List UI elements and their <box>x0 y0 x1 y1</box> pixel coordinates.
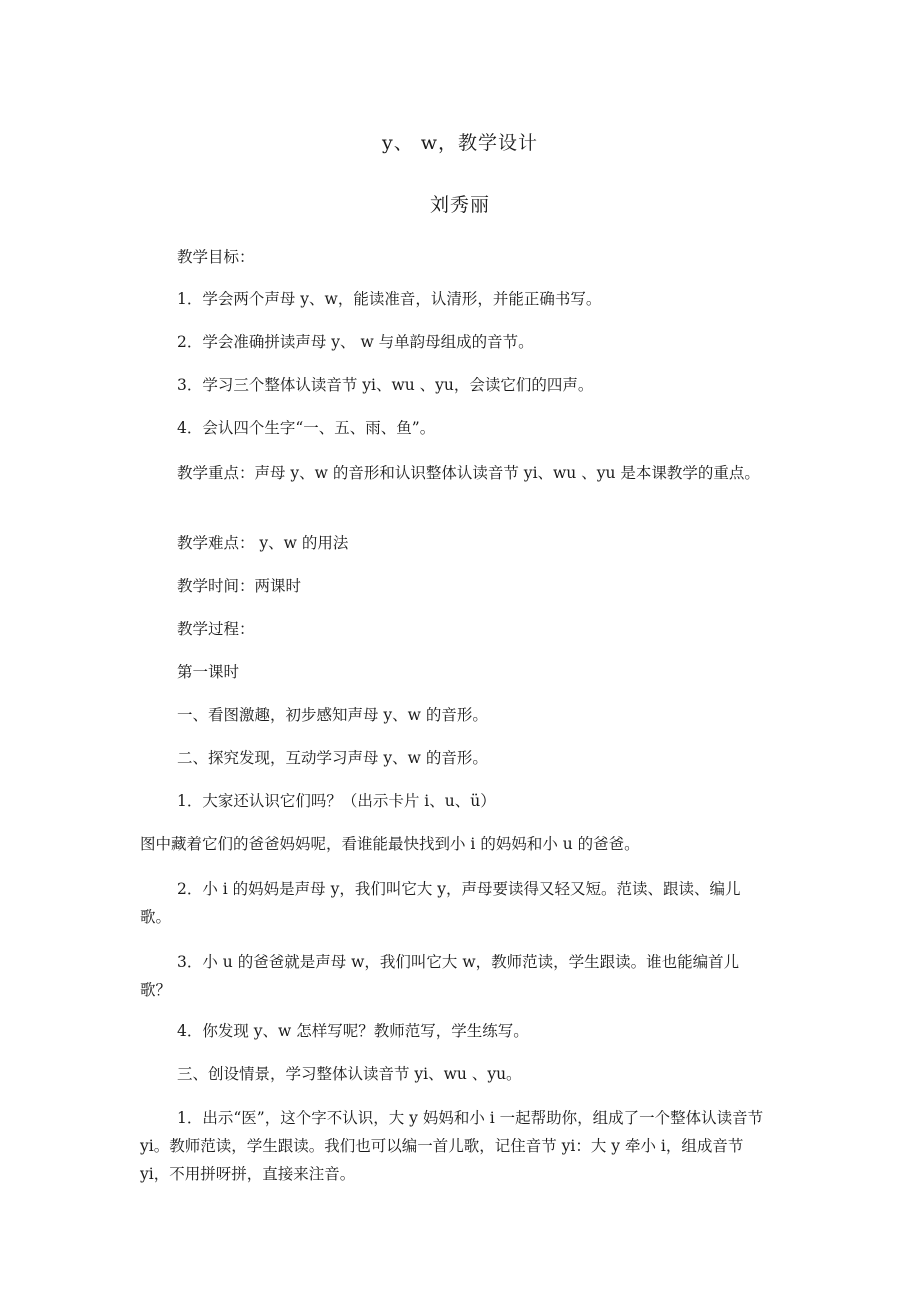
paragraph-section-1: 一、看图激趣，初步感知声母 y、w 的音形。 <box>177 706 488 724</box>
paragraph-process-heading: 教学过程： <box>177 620 255 638</box>
paragraph-step-2: 2．小 i 的妈妈是声母 y，我们叫它大 y，声母要读得又轻又短。范读、跟读、编儿歌。 <box>140 880 741 926</box>
paragraph-section-3-step-1: 1．出示“医”，这个字不认识，大 y 妈妈和小 i 一起帮助你，组成了一个整体认读音节 yi。教师范读，学生跟读。我们也可以编一首儿歌，记住音节 yi：大 y 牵小 i，组成音节 yi，不用拼呀拼，直接来注音。 <box>140 1109 764 1183</box>
paragraph-section-2: 二、探究发现，互动学习声母 y、w 的音形。 <box>177 749 488 767</box>
paragraph-goal-1: 1．学会两个声母 y、w，能读准音，认清形，并能正确书写。 <box>177 290 602 308</box>
paragraph-teaching-goals-heading: 教学目标： <box>177 248 255 266</box>
paragraph-step-3: 3．小 u 的爸爸就是声母 w，我们叫它大 w，教师范读，学生跟读。谁也能编首儿歌？ <box>140 953 740 999</box>
paragraph-step-4: 4．你发现 y、w 怎样写呢？教师范写，学生练写。 <box>177 1022 529 1040</box>
paragraph-first-lesson: 第一课时 <box>177 663 240 681</box>
paragraph-step-1-detail: 图中藏着它们的爸爸妈妈呢，看谁能最快找到小 i 的妈妈和小 u 的爸爸。 <box>140 835 640 853</box>
paragraph-key-points: 教学重点：声母 y、w 的音形和认识整体认读音节 yi、wu 、yu 是本课教学的重点。 <box>177 464 760 482</box>
document-title: y、 w，教学设计 <box>381 132 539 154</box>
document-author: 刘秀丽 <box>429 194 490 216</box>
paragraph-goal-3: 3．学习三个整体认读音节 yi、wu 、yu，会读它们的四声。 <box>177 376 594 394</box>
paragraph-goal-2: 2．学会准确拼读声母 y、 w 与单韵母组成的音节。 <box>177 333 534 351</box>
paragraph-time: 教学时间：两课时 <box>177 577 302 595</box>
paragraph-step-1: 1．大家还认识它们吗？（出示卡片 i、u、ü） <box>177 792 496 810</box>
paragraph-difficulty: 教学难点： y、w 的用法 <box>177 534 349 552</box>
paragraph-goal-4: 4．会认四个生字“一、五、雨、鱼”。 <box>177 419 436 437</box>
paragraph-section-3: 三、创设情景，学习整体认读音节 yi、wu 、yu。 <box>177 1065 522 1083</box>
